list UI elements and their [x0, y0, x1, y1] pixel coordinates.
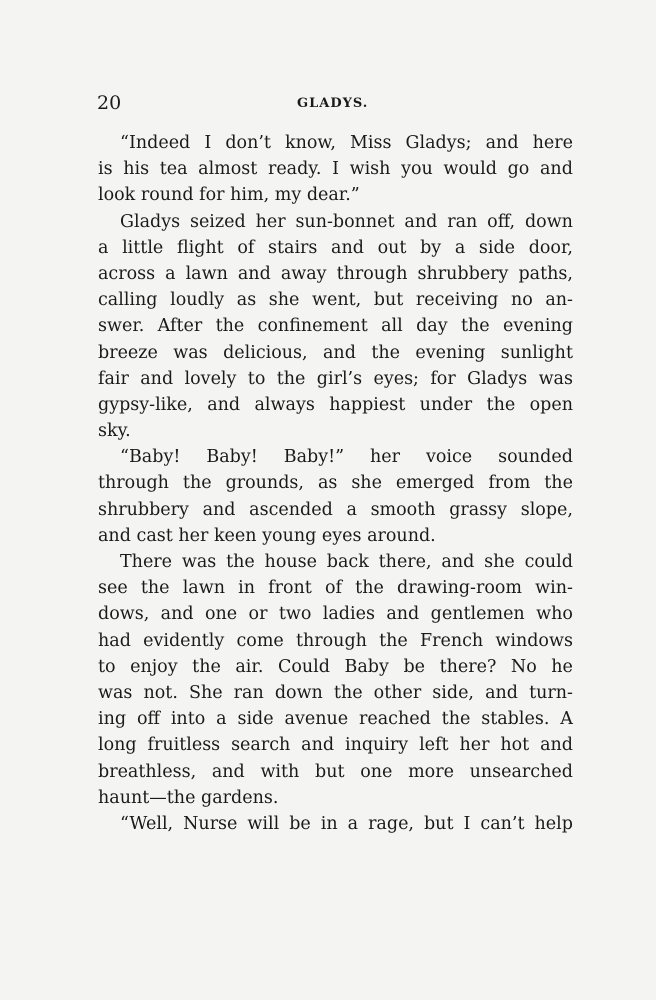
page-number: 20 — [97, 92, 122, 114]
text-line: had evidently come through the French windows — [98, 630, 573, 651]
text-line: Gladys seized her sun-bonnet and ran off, down — [120, 211, 573, 232]
paragraph — [98, 549, 573, 811]
text-line: sky. — [98, 421, 131, 442]
text-line: was not. She ran down the other side, and turn- — [98, 682, 573, 703]
text-line: “Well, Nurse will be in a rage, but I can’t help — [120, 813, 573, 834]
text-line: long fruitless search and inquiry left her hot and — [98, 735, 573, 756]
text-line: breathless, and with but one more unsearched — [98, 761, 573, 782]
running-title: GLADYS. — [297, 96, 369, 111]
text-line: dows, and one or two ladies and gentlemen who — [98, 604, 573, 625]
text-line: There was the house back there, and she could — [120, 552, 573, 572]
text-line: and cast her keen young eyes around. — [98, 525, 436, 546]
text-line: is his tea almost ready. I wish you would go and — [98, 159, 573, 180]
paragraph — [98, 811, 573, 837]
text-line: a little flight of stairs and out by a side door, — [98, 237, 573, 258]
paragraph — [98, 130, 573, 209]
paragraph — [98, 209, 573, 445]
text-line: calling loudly as she went, but receiving no an- — [98, 290, 573, 311]
paragraph — [98, 444, 573, 549]
page-header — [97, 92, 577, 116]
text-line: to enjoy the air. Could Baby be there? No he — [98, 656, 573, 677]
text-line: see the lawn in front of the drawing-room win- — [98, 578, 573, 599]
text-line: swer. After the confinement all day the evening — [98, 316, 573, 337]
text-line: “Baby! Baby! Baby!” her voice sounded — [120, 447, 573, 468]
text-line: ing off into a side avenue reached the stables. A — [98, 709, 573, 730]
text-line: through the grounds, as she emerged from the — [98, 473, 573, 494]
text-line: haunt—the gardens. — [98, 787, 279, 808]
text-line: breeze was delicious, and the evening sunlight — [98, 342, 573, 363]
text-line: gypsy-like, and always happiest under the open — [98, 394, 573, 415]
text-line: look round for him, my dear.” — [98, 185, 360, 206]
text-line: across a lawn and away through shrubbery paths, — [98, 263, 573, 284]
body-text — [98, 130, 573, 837]
text-line: fair and lovely to the girl’s eyes; for Gladys was — [98, 368, 573, 389]
text-line: shrubbery and ascended a smooth grassy slope, — [98, 499, 573, 520]
text-line: “Indeed I don’t know, Miss Gladys; and here — [120, 133, 573, 153]
